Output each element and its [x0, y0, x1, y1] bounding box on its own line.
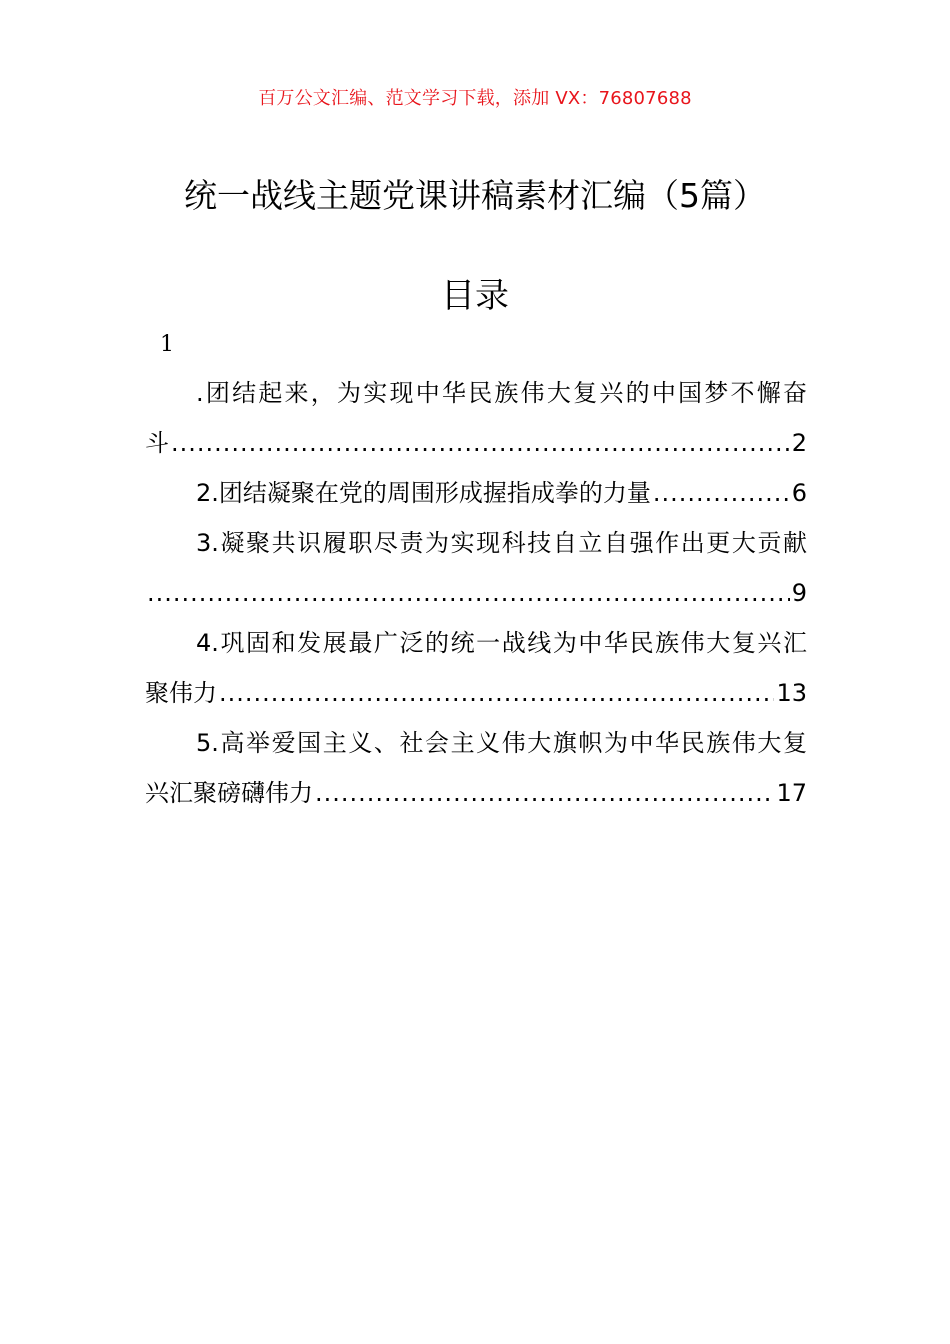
toc-entry-2-leader-line — [145, 468, 807, 518]
toc-entry-5-title: 5.高举爱国主义、社会主义伟大旗帜为中华民族伟大复 — [196, 729, 807, 757]
toc-entry-5[interactable] — [145, 718, 807, 818]
toc-entry-5-leader-line — [145, 768, 807, 818]
toc-entry-1-title-cont: 斗 — [145, 429, 169, 457]
toc-entry-2[interactable] — [145, 468, 807, 518]
table-of-contents — [145, 368, 807, 818]
dot-leader — [315, 768, 774, 818]
toc-entry-3-page: 9 — [791, 579, 807, 607]
dot-leader — [653, 468, 790, 518]
toc-entry-1[interactable] — [145, 368, 807, 468]
toc-entry-4-title: 4.巩固和发展最广泛的统一战线为中华民族伟大复兴汇 — [196, 629, 807, 657]
dot-leader — [219, 668, 774, 718]
dot-leader — [171, 418, 790, 468]
toc-entry-1-page: 2 — [791, 429, 807, 457]
document-title: 统一战线主题党课讲稿素材汇编（5篇） — [184, 176, 766, 215]
toc-entry-3-title: 3.凝聚共识履职尽责为实现科技自立自强作出更大贡献 — [196, 529, 807, 557]
toc-entry-2-page: 6 — [791, 479, 807, 507]
toc-entry-2-title: 2.团结凝聚在党的周围形成握指成拳的力量 — [196, 479, 651, 507]
toc-entry-4-title-cont: 聚伟力 — [145, 679, 217, 707]
toc-heading: 目录 — [441, 276, 509, 316]
toc-entry-3-leader-line — [145, 568, 807, 618]
stray-number: 1 — [160, 332, 174, 357]
toc-entry-4-page: 13 — [776, 679, 807, 707]
watermark-header: 百万公文汇编、范文学习下载，添加 VX：76807688 — [258, 88, 692, 109]
toc-entry-5-page: 17 — [776, 779, 807, 807]
toc-entry-1-title: .团结起来，为实现中华民族伟大复兴的中国梦不懈奋 — [196, 379, 807, 407]
toc-entry-3[interactable] — [145, 518, 807, 618]
dot-leader — [147, 568, 790, 618]
toc-entry-4-leader-line — [145, 668, 807, 718]
toc-entry-4[interactable] — [145, 618, 807, 718]
toc-entry-5-title-cont: 兴汇聚磅礴伟力 — [145, 779, 313, 807]
toc-entry-1-leader-line — [145, 418, 807, 468]
